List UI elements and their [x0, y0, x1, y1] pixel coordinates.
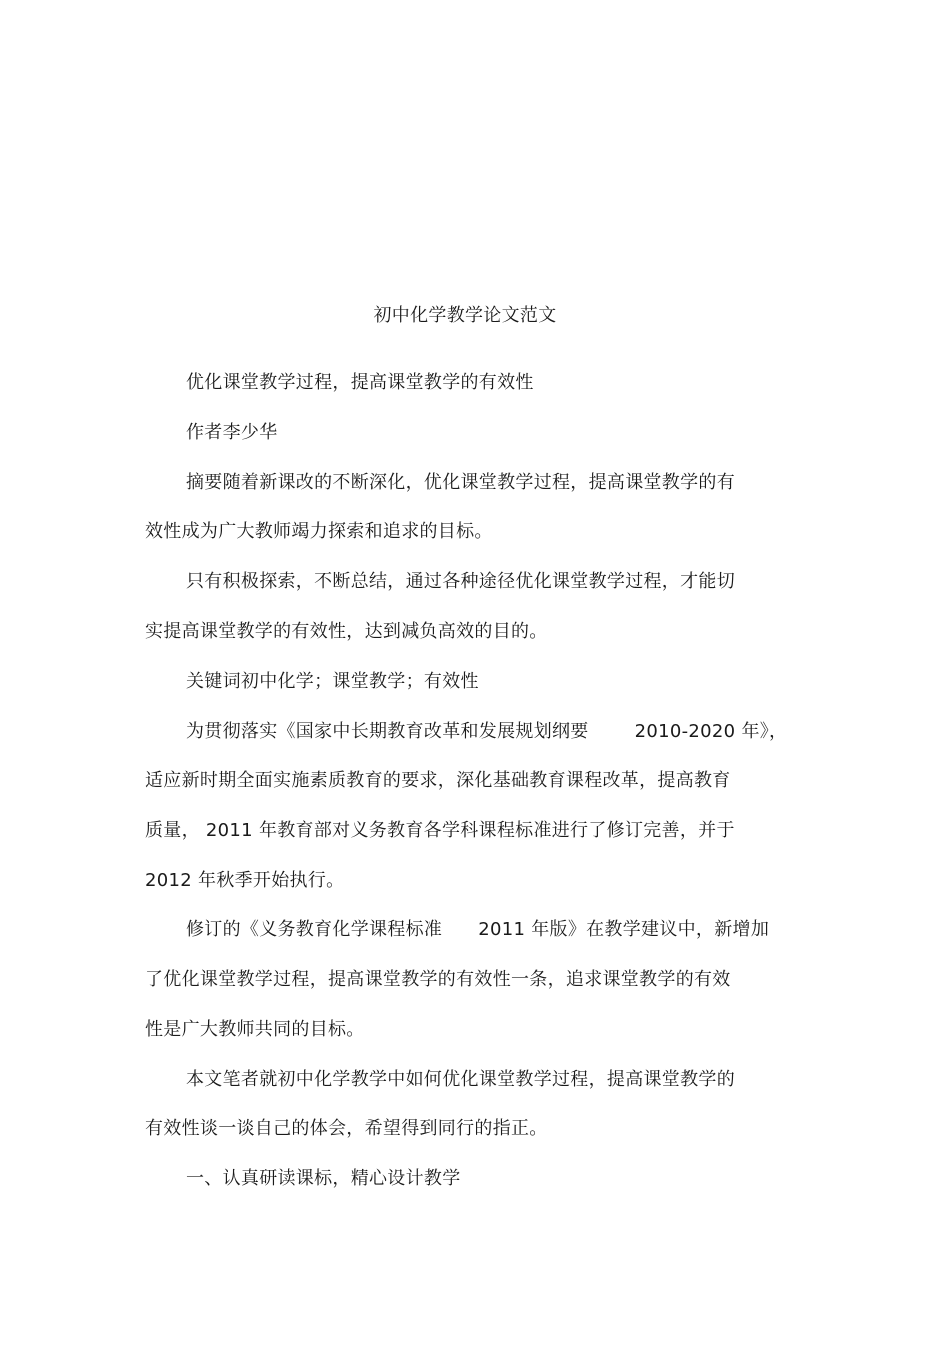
abstract-line-1: 摘要随着新课改的不断深化，优化课堂教学过程，提高课堂教学的有	[186, 472, 735, 493]
paragraph-2-line-1-part-b: 2010-2020 年》，	[634, 721, 788, 742]
article-subtitle: 优化课堂教学过程，提高课堂教学的有效性	[186, 372, 534, 393]
keywords-line: 关键词初中化学；课堂教学；有效性	[186, 671, 479, 692]
paragraph-3-line-1	[186, 918, 769, 942]
paragraph-3-line-1-part-b: 2011 年版》在教学建议中，新增加	[478, 919, 770, 940]
paragraph-2-line-2: 适应新时期全面实施素质教育的要求，深化基础教育课程改革，提高教育	[145, 770, 731, 791]
paragraph-2-line-1	[186, 720, 787, 744]
document-title: 初中化学教学论文范文	[373, 305, 557, 326]
paragraph-1-line-1: 只有积极探索，不断总结，通过各种途径优化课堂教学过程，才能切	[186, 571, 735, 592]
paragraph-3-line-1-part-a: 修订的《义务教育化学课程标准	[186, 919, 443, 940]
section-1-heading: 一、认真研读课标，精心设计教学	[186, 1168, 461, 1189]
paragraph-2-line-3: 质量， 2011 年教育部对义务教育各学科课程标准进行了修订完善，并于	[145, 820, 735, 841]
paragraph-2-line-4: 2012 年秋季开始执行。	[145, 870, 345, 891]
paragraph-4-line-1: 本文笔者就初中化学教学中如何优化课堂教学过程，提高课堂教学的	[186, 1069, 735, 1090]
paragraph-3-line-2: 了优化课堂教学过程，提高课堂教学的有效性一条，追求课堂教学的有效	[145, 969, 731, 990]
paragraph-1-line-2: 实提高课堂教学的有效性，达到减负高效的目的。	[145, 621, 548, 642]
paragraph-2-line-1-part-a: 为贯彻落实《国家中长期教育改革和发展规划纲要	[186, 721, 589, 742]
abstract-line-2: 效性成为广大教师竭力探索和追求的目标。	[145, 521, 493, 542]
paragraph-3-line-3: 性是广大教师共同的目标。	[145, 1019, 365, 1040]
paragraph-4-line-2: 有效性谈一谈自己的体会，希望得到同行的指正。	[145, 1118, 548, 1139]
author-line: 作者李少华	[186, 422, 278, 443]
